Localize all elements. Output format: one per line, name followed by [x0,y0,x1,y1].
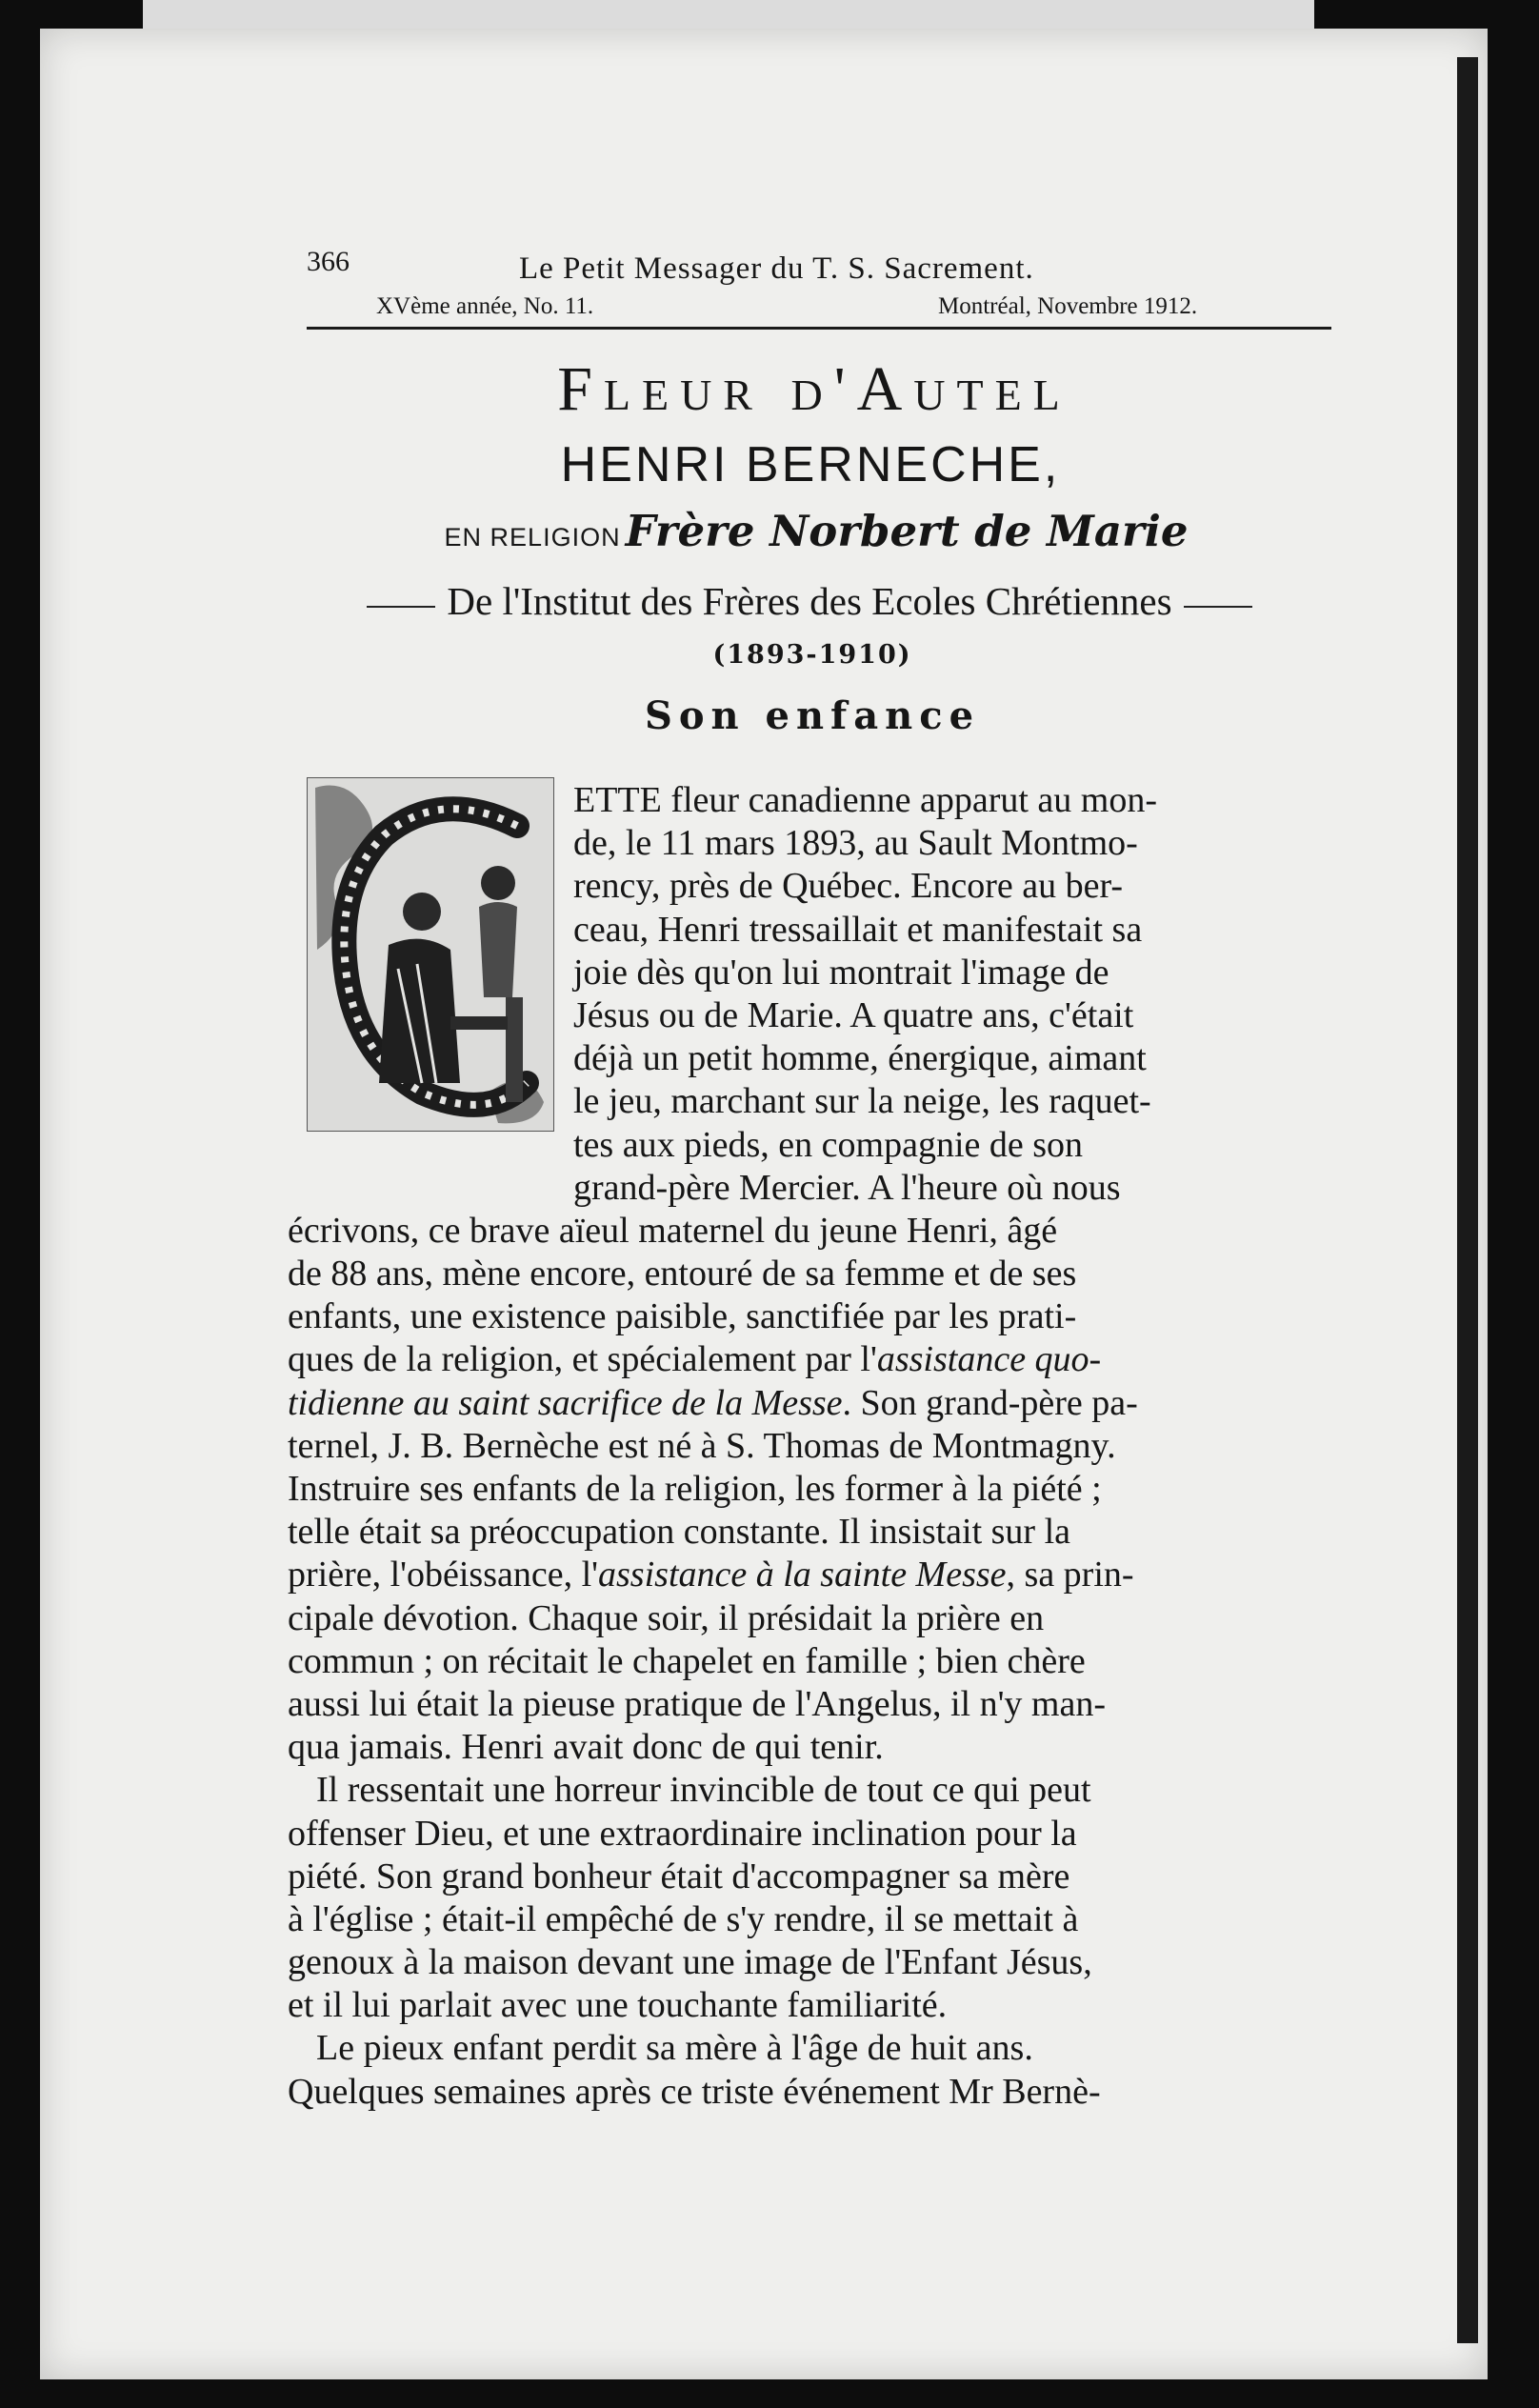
body-line: commun ; on récitait le chapelet en famille ; bien chère [288,1640,1086,1681]
document-content [267,246,1333,2112]
body-line: qua jamais. Henri avait donc de qui tenir. [288,1727,884,1768]
body-line: aussi lui était la pieuse pratique de l'Angelus, il n'y man- [288,1683,1106,1724]
body-text-run: , sa prin- [1006,1555,1134,1595]
body-text-run: ques de la religion, et spécialement par l' [288,1339,877,1380]
italic-phrase: assistance quo- [876,1339,1102,1380]
body-line: telle était sa préoccupation constante. Il insistait sur la [288,1512,1071,1553]
body-line: grand-père Mercier. A l'heure où nous [573,1167,1121,1208]
institute-line [267,572,1333,631]
religion-label: EN RELIGION [444,523,621,552]
body-line: joie dès qu'on lui montrait l'image de [573,952,1109,993]
body-line: piété. Son grand bonheur était d'accompagner sa mère [288,1856,1070,1896]
page-number: 366 [307,246,350,277]
left-flourish-icon [367,587,435,608]
body-text-run: prière, l'obéissance, l' [288,1555,599,1595]
header-rule [307,327,1331,330]
body-line [267,1338,1333,1381]
body-line: Quelques semaines après ce triste événement Mr Bernè- [288,2071,1101,2112]
body-line: Il ressentait une horreur invincible de tout ce qui peut [316,1770,1091,1811]
place-date: Montréal, Novembre 1912. [938,293,1198,319]
page-edge [1457,57,1478,2343]
life-dates: (1893-1910) [712,640,912,670]
body-line: de, le 11 mars 1893, au Sault Montmo- [573,823,1138,864]
body-line: Le pieux enfant perdit sa mère à l'âge de huit ans. [316,2028,1033,2069]
body-line: déjà un petit homme, énergique, aimant [573,1038,1147,1079]
religion-line [267,501,1333,572]
body-line: Instruire ses enfants de la religion, les former à la piété ; [288,1469,1102,1509]
italic-phrase: assistance à la sainte Messe [598,1555,1007,1595]
body-line: tes aux pieds, en compagnie de son [573,1124,1084,1165]
body-line: le jeu, marchant sur la neige, les raquet- [573,1081,1151,1122]
body-line: ETTE fleur canadienne apparut au mon- [573,780,1157,820]
article-body [267,779,1333,2114]
scan-border [143,0,1314,30]
subject-name: HENRI BERNECHE, [560,437,1061,492]
volume-info: XVème année, No. 11. [376,293,594,319]
body-line: ternel, J. B. Bernèche est né à S. Thomas de Montmagny. [288,1425,1116,1466]
body-line [267,1554,1333,1596]
italic-phrase: tidienne au saint sacrifice de la Messe [288,1382,843,1423]
body-line [267,1382,1333,1425]
right-flourish-icon [1184,587,1252,608]
religion-name: Frère Norbert de Marie [625,506,1189,556]
body-line: de 88 ans, mène encore, entouré de sa femme et de ses [288,1254,1077,1294]
body-line: genoux à la maison devant une image de l'Enfant Jésus, [288,1942,1092,1983]
body-line: offenser Dieu, et une extraordinaire inclination pour la [288,1813,1077,1854]
body-line: Jésus ou de Marie. A quatre ans, c'était [573,994,1134,1035]
body-text-run: . Son grand-père pa- [842,1382,1138,1423]
journal-title: Le Petit Messager du T. S. Sacrement. [519,251,1034,286]
institute-name: De l'Institut des Frères des Ecoles Chrétiennes [447,579,1172,623]
article-title: Fleur d'Autel [557,354,1071,424]
body-line: enfants, une existence paisible, sanctifiée par les prati- [288,1296,1077,1337]
body-line: écrivons, ce brave aïeul maternel du jeune Henri, âgé [288,1210,1058,1251]
body-line: ceau, Henri tressaillait et manifestait sa [573,909,1143,950]
title-block [267,351,1333,752]
section-heading: Son enfance [644,693,981,738]
body-line: cipale dévotion. Chaque soir, il présidait la prière en [288,1597,1045,1638]
running-head [267,246,1333,319]
body-line: et il lui parlait avec une touchante familiarité. [288,1985,948,2026]
body-line: rency, près de Québec. Encore au ber- [573,866,1124,907]
body-line: à l'église ; était-il empêché de s'y rendre, il se mettait à [288,1898,1079,1939]
